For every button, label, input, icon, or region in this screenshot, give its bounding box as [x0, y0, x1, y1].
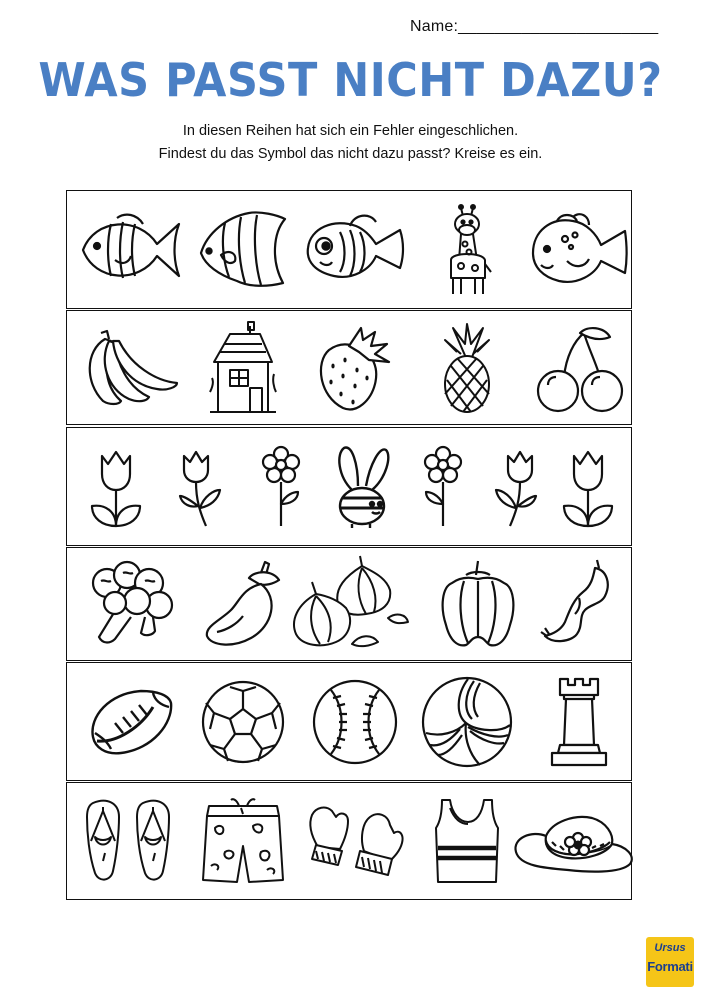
tank-top-icon[interactable] — [411, 783, 523, 899]
mittens-icon[interactable] — [299, 783, 411, 899]
puzzle-row-flowers — [66, 427, 632, 546]
puzzle-row-clothes — [66, 782, 632, 900]
bee-icon[interactable] — [321, 428, 405, 545]
tulip-icon[interactable] — [71, 428, 161, 545]
house-icon[interactable] — [187, 311, 299, 424]
ursus-formati-logo — [646, 937, 694, 987]
swim-shorts-icon[interactable] — [187, 783, 299, 899]
goldfish-icon[interactable] — [299, 191, 411, 308]
logo-line-1: Ursus — [654, 942, 686, 954]
name-field: Name:______________________ — [410, 18, 659, 35]
logo-line-2: Formati — [647, 959, 693, 974]
bananas-icon[interactable] — [75, 311, 187, 424]
tulip-tilted-icon[interactable] — [157, 428, 241, 545]
baseball-icon[interactable] — [299, 663, 411, 780]
puzzle-row-vegetables — [66, 547, 632, 661]
football-icon[interactable] — [75, 663, 187, 780]
strawberry-icon[interactable] — [299, 311, 411, 424]
tulip-icon[interactable] — [545, 428, 631, 545]
daisy-icon[interactable] — [239, 428, 323, 545]
worksheet-title: WAS PASST NICHT DAZU? — [38, 54, 663, 108]
puzzle-row-fruit — [66, 310, 632, 425]
instructions — [0, 120, 701, 166]
spotted-fish-icon[interactable] — [523, 191, 635, 308]
striped-fish-icon[interactable] — [75, 191, 187, 308]
volleyball-icon[interactable] — [411, 663, 523, 780]
pineapple-icon[interactable] — [411, 311, 523, 424]
garlic-icon[interactable] — [283, 548, 419, 660]
chess-rook-icon[interactable] — [523, 663, 635, 780]
instruction-line: In diesen Reihen hat sich ein Fehler eingeschlichen. — [182, 123, 519, 139]
instruction-line: Findest du das Symbol das nicht dazu passt? Kreise es ein. — [158, 146, 543, 162]
soccer-ball-icon[interactable] — [187, 663, 299, 780]
cherries-icon[interactable] — [523, 311, 635, 424]
puzzle-row-fish — [66, 190, 632, 309]
daisy-icon[interactable] — [401, 428, 485, 545]
angelfish-icon[interactable] — [187, 191, 299, 308]
sausage-icon[interactable] — [523, 548, 635, 660]
flip-flops-icon[interactable] — [75, 783, 187, 899]
puzzle-row-balls — [66, 662, 632, 781]
sun-hat-icon[interactable] — [511, 783, 635, 899]
giraffe-icon[interactable] — [411, 191, 523, 308]
broccoli-icon[interactable] — [75, 548, 187, 660]
